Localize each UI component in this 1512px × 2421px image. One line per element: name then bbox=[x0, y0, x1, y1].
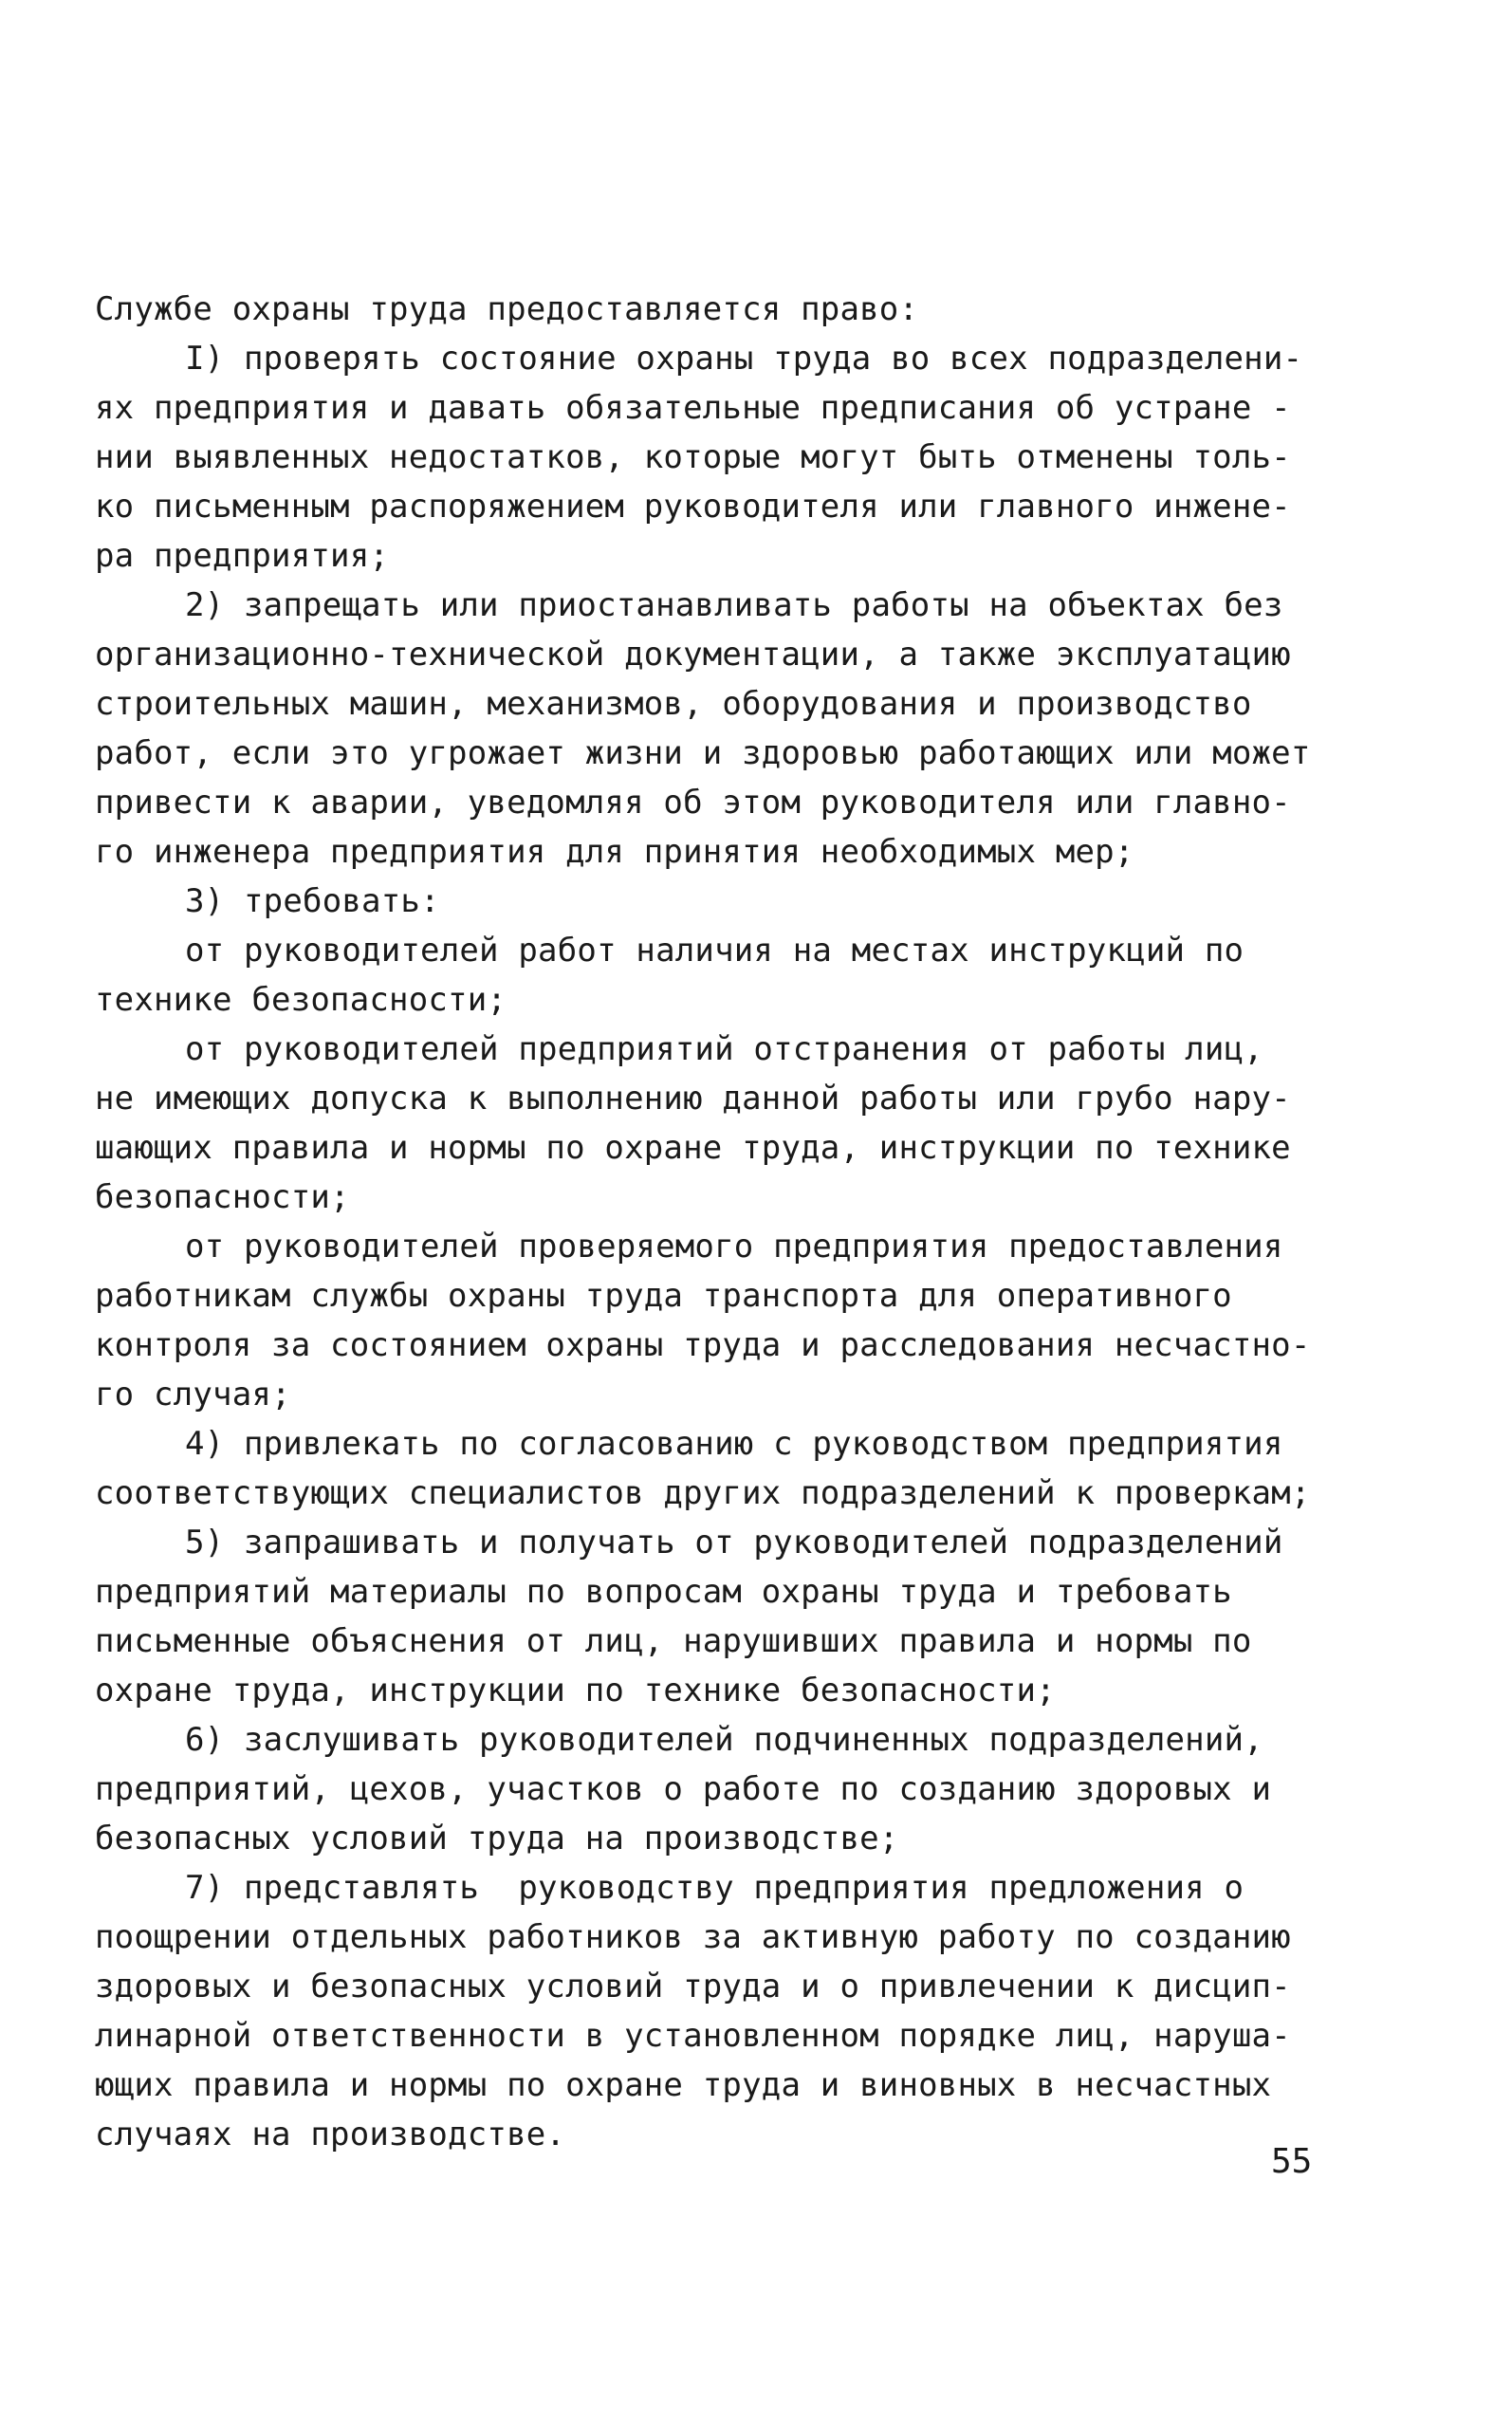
text-line: охране труда, инструкции по технике безопасности; bbox=[95, 1672, 1056, 1709]
text-line: ра предприятия; bbox=[95, 537, 390, 575]
text-line: строительных машин, механизмов, оборудования и производство bbox=[95, 685, 1252, 723]
text-line: организационно-технической документации, а также эксплуатацию bbox=[95, 636, 1291, 674]
text-line: безопасных условий труда на производстве; bbox=[95, 1820, 899, 1857]
text-line: здоровых и безопасных условий труда и о привлечении к дисцип- bbox=[95, 1968, 1291, 2005]
text-line: безопасности; bbox=[95, 1178, 350, 1216]
text-line: 5) запрашивать и получать от руководителей подразделений bbox=[185, 1524, 1283, 1562]
text-line: от руководителей работ наличия на местах инструкций по bbox=[185, 932, 1245, 970]
text-line: поощрении отдельных работников за активную работу по созданию bbox=[95, 1918, 1291, 1956]
page-number: 55 bbox=[1271, 2142, 1313, 2181]
text-line: контроля за состоянием охраны труда и расследования несчастно- bbox=[95, 1326, 1311, 1364]
text-line: 6) заслушивать руководителей подчиненных подразделений, bbox=[185, 1721, 1263, 1759]
text-line: нии выявленных недостатков, которые могут быть отменены толь- bbox=[95, 438, 1291, 476]
text-line: технике безопасности; bbox=[95, 981, 507, 1019]
text-line: ях предприятия и давать обязательные предписания об устране - bbox=[95, 389, 1291, 427]
text-line: Службе охраны труда предоставляется право: bbox=[95, 290, 919, 328]
text-line: работ, если это угрожает жизни и здоровью работающих или может bbox=[95, 734, 1311, 772]
text-line: от руководителей проверяемого предприятия предоставления bbox=[185, 1228, 1283, 1266]
document-body bbox=[95, 285, 1318, 2159]
text-line: работникам службы охраны труда транспорта для оперативного bbox=[95, 1277, 1232, 1315]
text-line: 4) привлекать по согласованию с руководством предприятия bbox=[185, 1425, 1283, 1463]
text-line: письменные объяснения от лиц, нарушивших правила и нормы по bbox=[95, 1622, 1252, 1660]
text-line: 2) запрещать или приостанавливать работы на объектах без bbox=[185, 586, 1283, 624]
text-line: линарной ответственности в установленном порядке лиц, наруша- bbox=[95, 2017, 1291, 2055]
text-line: привести к аварии, уведомляя об этом руководителя или главно- bbox=[95, 784, 1291, 822]
text-line: I) проверять состояние охраны труда во всех подразделени- bbox=[185, 340, 1303, 378]
text-line: шающих правила и нормы по охране труда, инструкции по технике bbox=[95, 1129, 1291, 1167]
text-line: 3) требовать: bbox=[185, 882, 440, 920]
text-line: ющих правила и нормы по охране труда и виновных в несчастных bbox=[95, 2066, 1272, 2104]
text-line: ко письменным распоряжением руководителя или главного инжене- bbox=[95, 488, 1291, 526]
text-line: предприятий, цехов, участков о работе по созданию здоровых и bbox=[95, 1770, 1272, 1808]
text-line: соответствующих специалистов других подразделений к проверкам; bbox=[95, 1474, 1311, 1512]
text-line: 7) представлять руководству предприятия предложения о bbox=[185, 1869, 1245, 1907]
text-line: го инженера предприятия для принятия необходимых мер; bbox=[95, 833, 1134, 871]
text-line: от руководителей предприятий отстранения от работы лиц, bbox=[185, 1030, 1263, 1068]
text-line: не имеющих допуска к выполнению данной работы или грубо нару- bbox=[95, 1080, 1291, 1118]
text-line: случаях на производстве. bbox=[95, 2116, 566, 2153]
text-line: предприятий материалы по вопросам охраны труда и требовать bbox=[95, 1573, 1232, 1611]
text-line: го случая; bbox=[95, 1376, 291, 1414]
